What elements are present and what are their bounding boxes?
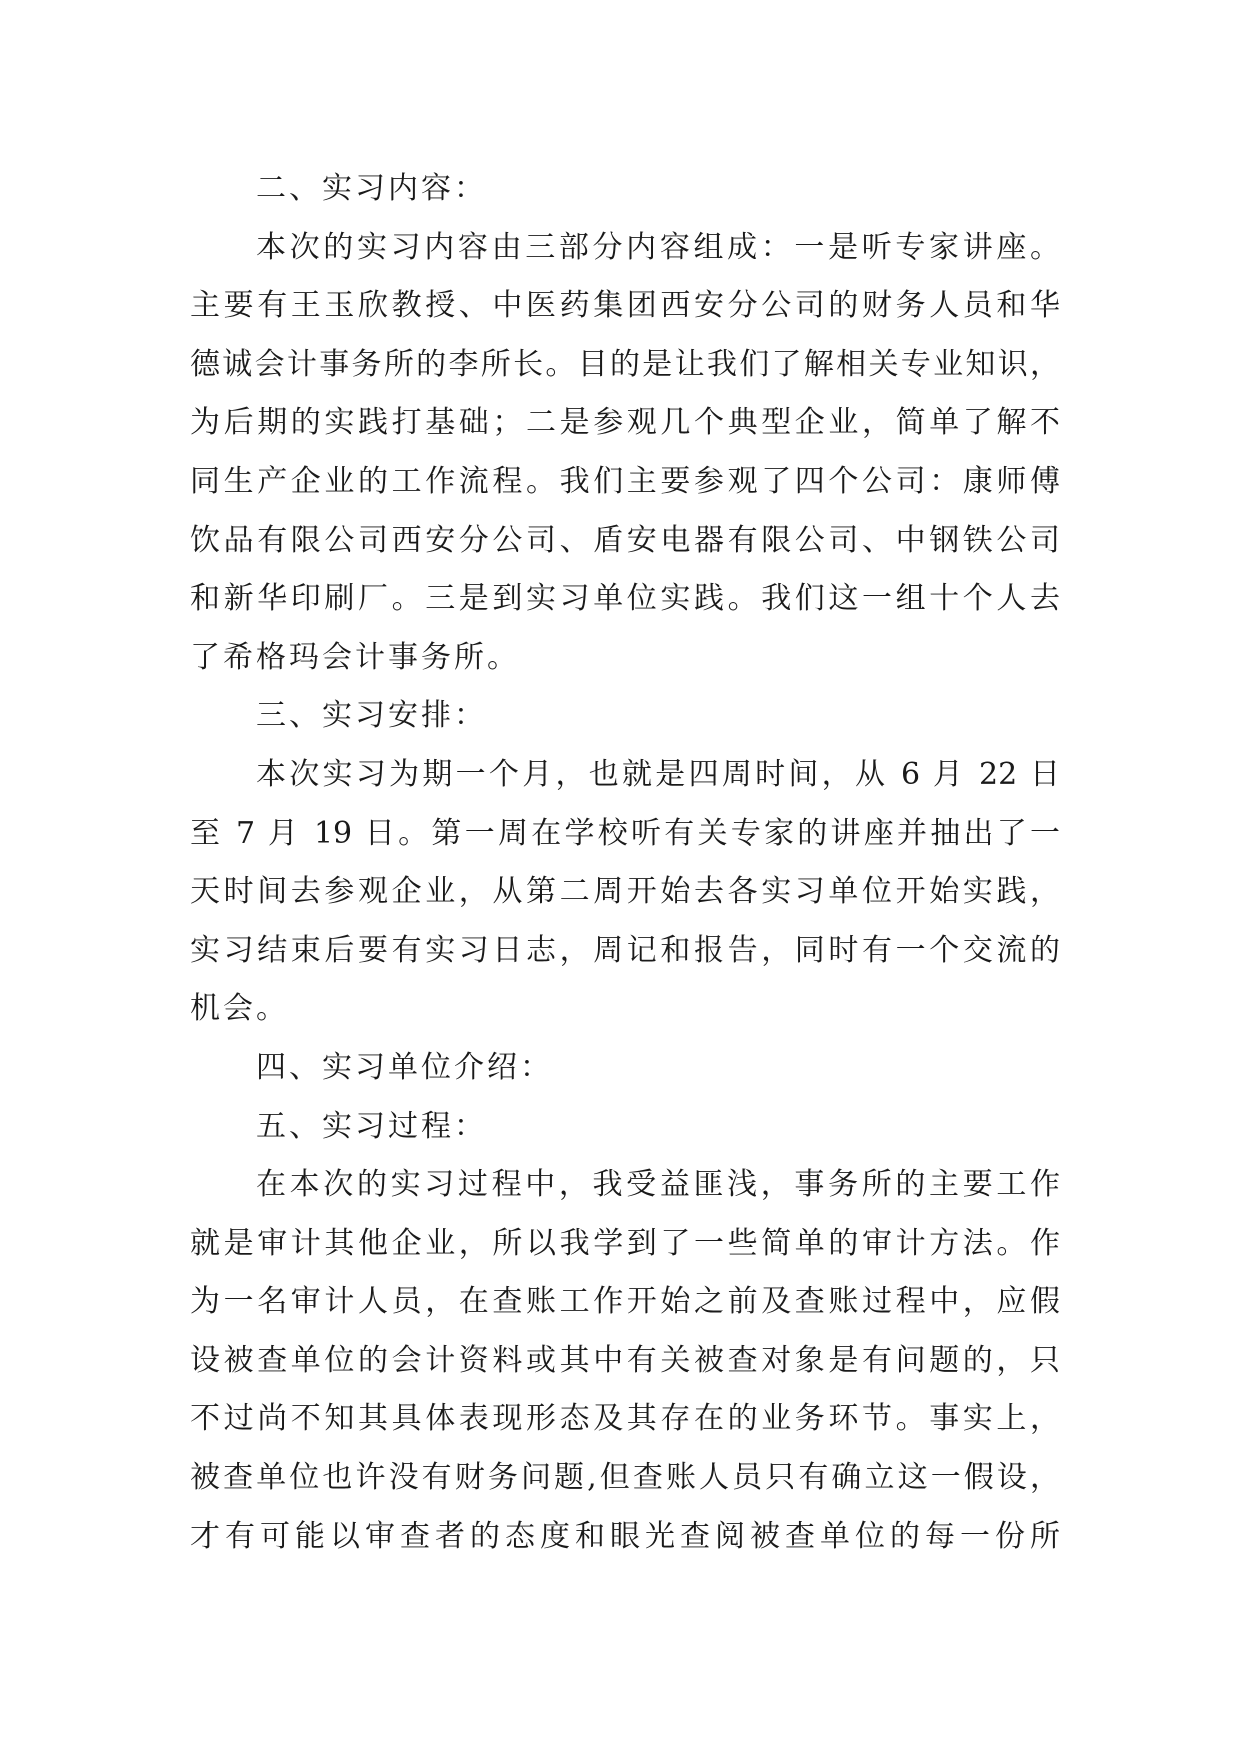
heading-internship-arrangement: 三、实习安排： bbox=[256, 698, 487, 734]
paragraph-line: 为一名审计人员，在查账工作开始之前及查账过程中，应假 bbox=[190, 1284, 1060, 1320]
paragraph-line: 实习结束后要有实习日志，周记和报告，同时有一个交流的 bbox=[190, 932, 1060, 968]
paragraph-line: 至 7 月 19 日。第一周在学校听有关专家的讲座并抽出了一 bbox=[190, 815, 1060, 851]
paragraph-line: 为后期的实践打基础；二是参观几个典型企业，简单了解不 bbox=[190, 405, 1060, 441]
paragraph-line: 本次实习为期一个月，也就是四周时间，从 6 月 22 日 bbox=[256, 756, 1060, 792]
paragraph-line: 就是审计其他企业，所以我学到了一些简单的审计方法。作 bbox=[190, 1225, 1060, 1261]
paragraph-line: 设被查单位的会计资料或其中有关被查对象是有问题的，只 bbox=[190, 1342, 1060, 1378]
paragraph-line: 被查单位也许没有财务问题,但查账人员只有确立这一假设， bbox=[190, 1460, 1060, 1496]
paragraph-line: 不过尚不知其具体表现形态及其存在的业务环节。事实上， bbox=[190, 1401, 1060, 1437]
paragraph-line: 了希格玛会计事务所。 bbox=[190, 639, 520, 675]
paragraph-line: 在本次的实习过程中，我受益匪浅，事务所的主要工作 bbox=[256, 1167, 1060, 1203]
heading-internship-process: 五、实习过程： bbox=[256, 1108, 487, 1144]
paragraph-line: 机会。 bbox=[190, 991, 289, 1027]
heading-internship-unit: 四、实习单位介绍： bbox=[256, 1049, 553, 1085]
paragraph-line: 同生产企业的工作流程。我们主要参观了四个公司：康师傅 bbox=[190, 463, 1060, 499]
paragraph-line: 本次的实习内容由三部分内容组成：一是听专家讲座。 bbox=[256, 229, 1060, 265]
paragraph-line: 主要有王玉欣教授、中医药集团西安分公司的财务人员和华 bbox=[190, 288, 1060, 324]
paragraph-line: 和新华印刷厂。三是到实习单位实践。我们这一组十个人去 bbox=[190, 581, 1060, 617]
document-body bbox=[190, 160, 1060, 1566]
paragraph-line: 天时间去参观企业，从第二周开始去各实习单位开始实践， bbox=[190, 874, 1060, 910]
paragraph-line: 德诚会计事务所的李所长。目的是让我们了解相关专业知识， bbox=[190, 346, 1060, 382]
paragraph-line: 饮品有限公司西安分公司、盾安电器有限公司、中钢铁公司 bbox=[190, 522, 1060, 558]
paragraph-line: 才有可能以审查者的态度和眼光查阅被查单位的每一份所 bbox=[190, 1518, 1060, 1554]
heading-internship-content: 二、实习内容： bbox=[256, 171, 487, 206]
